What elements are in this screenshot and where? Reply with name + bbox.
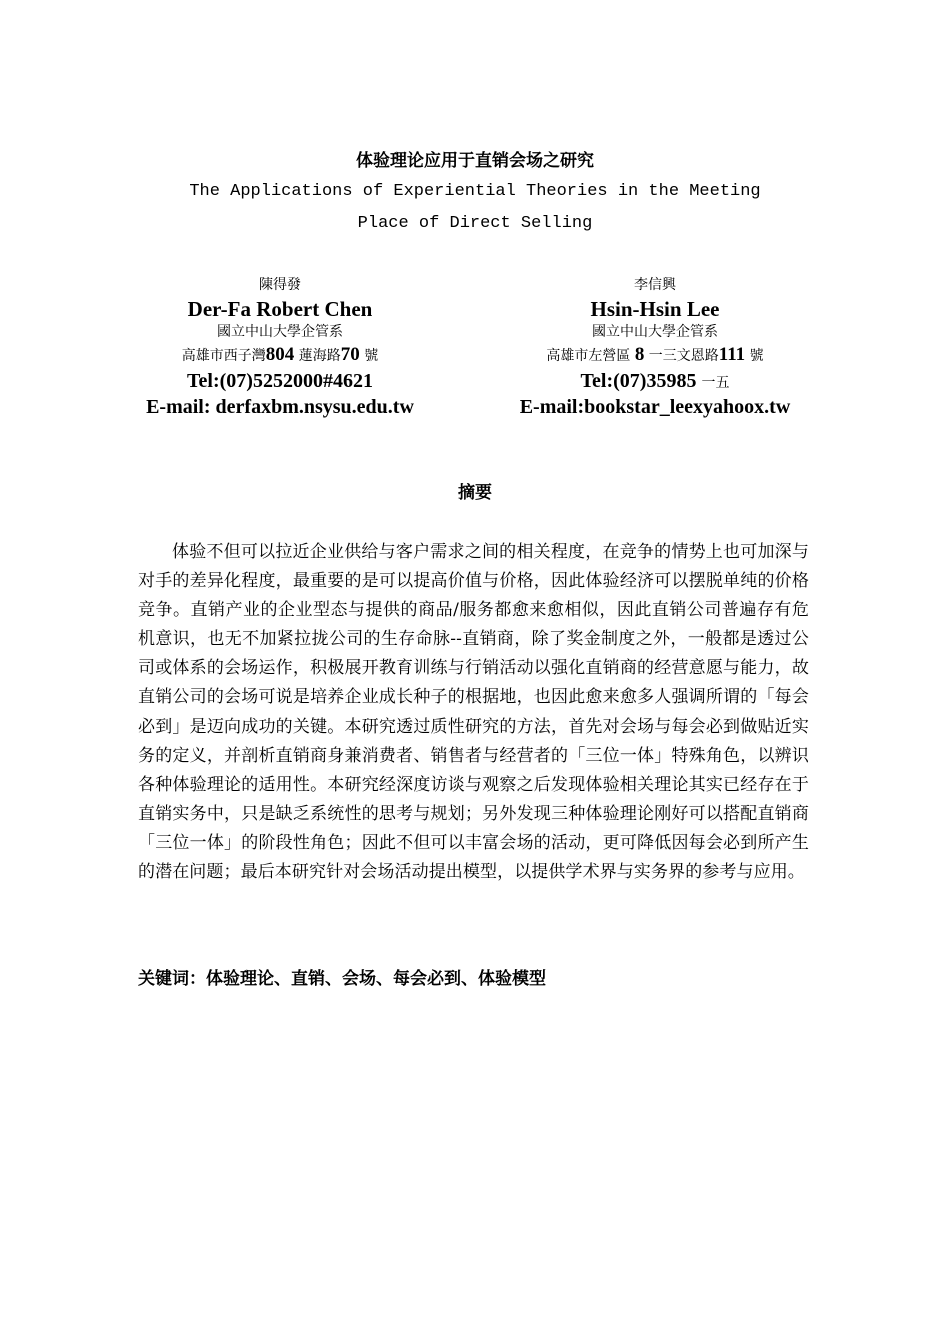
author-name-english: Der-Fa Robert Chen <box>187 297 373 321</box>
abstract-body: 体验不但可以拉近企业供给与客户需求之间的相关程度，在竞争的情势上也可加深与对手的差异化程度，最重要的是可以提高价值与价格，因此体验经济可以摆脱单纯的价格竞争。直销产业的企业型态与提供的商品/服务都愈来愈相似，因此直销公司普遍存有危机意识，也无不加紧拉拢公司的生存命脉--直销商，除了奖金制度之外，一般都是透过公司或体系的会场运作，积极展开教育训练与行销活动以强化直销商的经营意愿与能力，故直销公司的会场可说是培养企业成长种子的根据地，也因此愈来愈多人强调所谓的「每会必到」是迈向成功的关键。本研究透过质性研究的方法，首先对会场与每会必到做贴近实务的定义，并剖析直销商身兼消费者、销售者与经营者的「三位一体」特殊角色，以辨识各种体验理论的适用性。本研究经深度访谈与观察之后发现体验相关理论其实已经存在于直销实务中，只是缺乏系统性的思考与规划；另外发现三种体验理论刚好可以搭配直销商「三位一体」的阶段性角色；因此不但可以丰富会场的活动，更可降低因每会必到所产生的潜在问题；最后本研究针对会场活动提出模型，以提供学术界与实务界的参考与应用。 <box>138 542 809 883</box>
address-number-1: 804 <box>265 344 295 365</box>
telephone-suffix: 一五 <box>701 375 730 391</box>
address-number-2: 111 <box>718 344 746 365</box>
author-name-chinese: 李信興 <box>634 277 676 293</box>
author-department: 國立中山大學企管系 <box>592 324 718 340</box>
author-email: E-mail: derfaxbm.nsysu.edu.tw <box>146 396 414 418</box>
author-telephone <box>480 368 830 394</box>
paper-title-chinese: 体验理论应用于直销会场之研究 <box>356 151 594 171</box>
abstract-heading: 摘要 <box>458 483 492 503</box>
author-name-english: Hsin-Hsin Lee <box>590 297 720 321</box>
telephone-number: Tel:(07)5252000#4621 <box>187 370 373 392</box>
author-block-2 <box>480 276 830 420</box>
paper-title-english-line-2: Place of Direct Selling <box>357 214 593 233</box>
address-street: 一三文恩路 <box>648 348 719 364</box>
address-prefix: 高雄市西子灣 <box>181 348 266 364</box>
author-address <box>480 342 830 368</box>
paper-title-english-line-1: The Applications of Experiential Theories in the Meeting <box>189 182 761 201</box>
address-prefix: 高雄市左營區 <box>546 348 631 364</box>
author-email: E-mail:bookstar_leexyahoox.tw <box>519 396 791 418</box>
keywords-line: 关键词：体验理论、直销、会场、每会必到、体验模型 <box>138 969 546 989</box>
address-number-1: 8 <box>634 344 645 365</box>
telephone-number: Tel:(07)35985 <box>580 370 697 392</box>
author-address <box>105 342 455 368</box>
author-name-chinese: 陳得發 <box>259 277 301 293</box>
author-block-1 <box>105 276 455 420</box>
author-department: 國立中山大學企管系 <box>217 324 343 340</box>
address-suffix: 號 <box>364 348 379 364</box>
address-number-2: 70 <box>340 344 360 365</box>
address-suffix: 號 <box>749 348 764 364</box>
author-telephone <box>105 368 455 394</box>
address-street: 蓮海路 <box>298 348 341 364</box>
